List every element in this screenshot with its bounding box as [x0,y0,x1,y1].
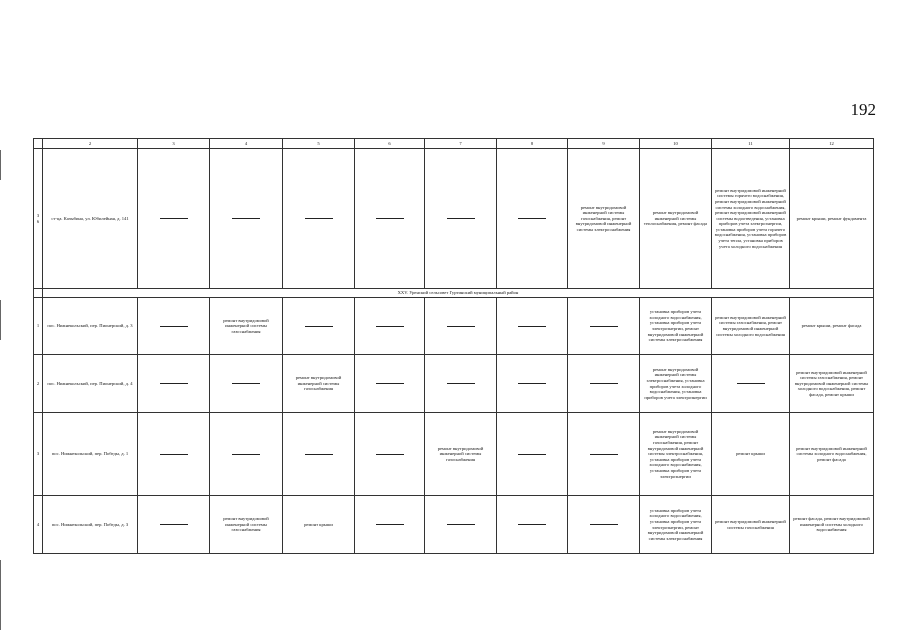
empty-cell [210,149,283,289]
empty-cell [355,298,425,355]
header-cell: 2 [43,139,138,149]
scan-edge-mark [0,150,1,180]
work-cell: ремонт крыши, ремонт фундамента [790,149,874,289]
empty-cell [497,149,568,289]
empty-cell [425,496,497,554]
dash-mark [232,454,260,455]
table-row [34,496,874,554]
work-cell: ремонт внутридомовой инженерной системы газоснабжения, ремонт внутридомовой инженерной системы электроснабжения, установка приборов учета холодного водоснабжения, установка приборов учета электроэнергии [640,413,712,496]
dash-mark [160,524,188,525]
dash-mark [305,218,333,219]
dash-mark [376,218,404,219]
work-cell: ремонт крыши [283,496,355,554]
page-number: 192 [850,100,876,119]
dash-mark [590,524,618,525]
work-cell: ремонт крыши [712,413,790,496]
dash-mark [518,524,546,525]
dash-mark [447,524,475,525]
dash-mark [518,383,546,384]
header-cell: 5 [283,139,355,149]
empty-cell [497,496,568,554]
dash-mark [518,454,546,455]
dash-mark [518,218,546,219]
dash-mark [376,524,404,525]
header-cell: 7 [425,139,497,149]
dash-mark [160,383,188,384]
work-cell: ремонт внутридомовой инженерной системы газоснабжения, ремонт внутридомовой инженерной системы электроснабжения [568,149,640,289]
dash-mark [518,326,546,327]
dash-mark [305,326,333,327]
dash-mark [376,326,404,327]
row-number: 36 [34,149,43,289]
header-row [34,139,874,149]
work-cell: ремонт крыши, ремонт фасада [790,298,874,355]
table-row [34,413,874,496]
work-cell: установка приборов учета холодного водоснабжения, установка приборов учета электроэнергии, ремонт внутридомовой инженерной системы электроснабжения [640,496,712,554]
empty-cell [138,413,210,496]
row-number: 3 [34,413,43,496]
empty-cell [568,355,640,413]
dash-mark [160,326,188,327]
empty-cell [712,355,790,413]
repair-schedule-table [33,138,874,554]
empty-cell [425,149,497,289]
address-cell: ст-ца. Казыбина, ул. Юбилейная, д. 141 [43,149,138,289]
header-cell: 6 [355,139,425,149]
empty-cell [355,496,425,554]
dash-mark [590,326,618,327]
empty-cell [425,298,497,355]
empty-cell [210,413,283,496]
empty-cell [568,298,640,355]
dash-mark [232,218,260,219]
row-number: 1 [34,298,43,355]
work-cell: ремонт внутридомовой инженерной системы газоснабжения [210,298,283,355]
work-cell: ремонт внутридомовой инженерной системы электроснабжения, установка приборов учета холодного водоснабжения, установка приборов учета электроэнергии [640,355,712,413]
empty-cell [34,289,43,298]
empty-cell [283,298,355,355]
work-cell: ремонт внутридомовой инженерной системы теплоснабжения, ремонт фасада [640,149,712,289]
work-cell: ремонт внутридомовой инженерной системы горячего водоснабжения, ремонт внутридомовой инженерной системы холодного водоснабжения, ремонт внутридомовой инженерной системы водоотведения, установка приборов учета электроэнергии, установка приборов учета горячего водоснабжения, установка приборов учета тепла, установка приборов учета холодного водоснабжения [712,149,790,289]
empty-cell [497,298,568,355]
empty-cell [355,413,425,496]
work-cell: ремонт внутридомовой инженерной системы газоснабжения, ремонт внутридомовой инженерной системы холодного водоснабжения [712,298,790,355]
empty-cell [283,149,355,289]
dash-mark [160,218,188,219]
work-cell: ремонт внутридомовой инженерной системы газоснабжения [283,355,355,413]
header-cell: 8 [497,139,568,149]
empty-cell [355,149,425,289]
scan-edge-mark [0,300,1,340]
work-cell: ремонт внутридомовой инженерной системы газоснабжения [210,496,283,554]
empty-cell [210,355,283,413]
empty-cell [138,149,210,289]
table-row [34,149,874,289]
dash-mark [305,454,333,455]
table-row [34,355,874,413]
row-number: 4 [34,496,43,554]
empty-cell [568,413,640,496]
empty-cell [138,298,210,355]
dash-mark [590,383,618,384]
work-cell: ремонт внутридомовой инженерной системы газоснабжения [425,413,497,496]
address-cell: пос. Нижнекольский, пер. Победы, д. 1 [43,413,138,496]
dash-mark [232,383,260,384]
header-cell: 10 [640,139,712,149]
address-cell: пос. Нижнекольский, пер. Победы, д. 3 [43,496,138,554]
empty-cell [355,355,425,413]
dash-mark [447,326,475,327]
work-cell: ремонт внутридомовой инженерной системы газоснабжения [712,496,790,554]
dash-mark [376,454,404,455]
empty-cell [283,413,355,496]
header-cell: 9 [568,139,640,149]
dash-mark [590,454,618,455]
header-cell: 12 [790,139,874,149]
header-cell [34,139,43,149]
dash-mark [447,383,475,384]
work-cell: ремонт внутридомовой инженерной системы газоснабжения, ремонт внутридомовой инженерной системы холодного водоснабжения, ремонт фасада, ремонт крыши [790,355,874,413]
dash-mark [737,383,765,384]
dash-mark [376,383,404,384]
dash-mark [447,218,475,219]
empty-cell [568,496,640,554]
row-number: 2 [34,355,43,413]
scan-edge-mark [0,560,1,630]
section-row [34,289,874,298]
empty-cell [138,496,210,554]
section-title: XXV. Уренский сельсовет Гуртинский муниципальный район [43,289,874,298]
empty-cell [497,355,568,413]
empty-cell [425,355,497,413]
header-cell: 4 [210,139,283,149]
address-cell: пос. Нижнекольский, пер. Пионерский, д. 4 [43,355,138,413]
work-cell: ремонт фасада, ремонт внутридомовой инженерной системы холодного водоснабжения [790,496,874,554]
work-cell: установка приборов учета холодного водоснабжения, установка приборов учета электроэнергии, ремонт внутридомовой инженерной системы электроснабжения [640,298,712,355]
address-cell: пос. Нижнекольский, пер. Пионерский, д. 3 [43,298,138,355]
empty-cell [138,355,210,413]
dash-mark [160,454,188,455]
empty-cell [497,413,568,496]
header-cell: 11 [712,139,790,149]
work-cell: ремонт внутридомовой инженерной системы холодного водоснабжения, ремонт фасада [790,413,874,496]
table-row [34,298,874,355]
header-cell: 3 [138,139,210,149]
